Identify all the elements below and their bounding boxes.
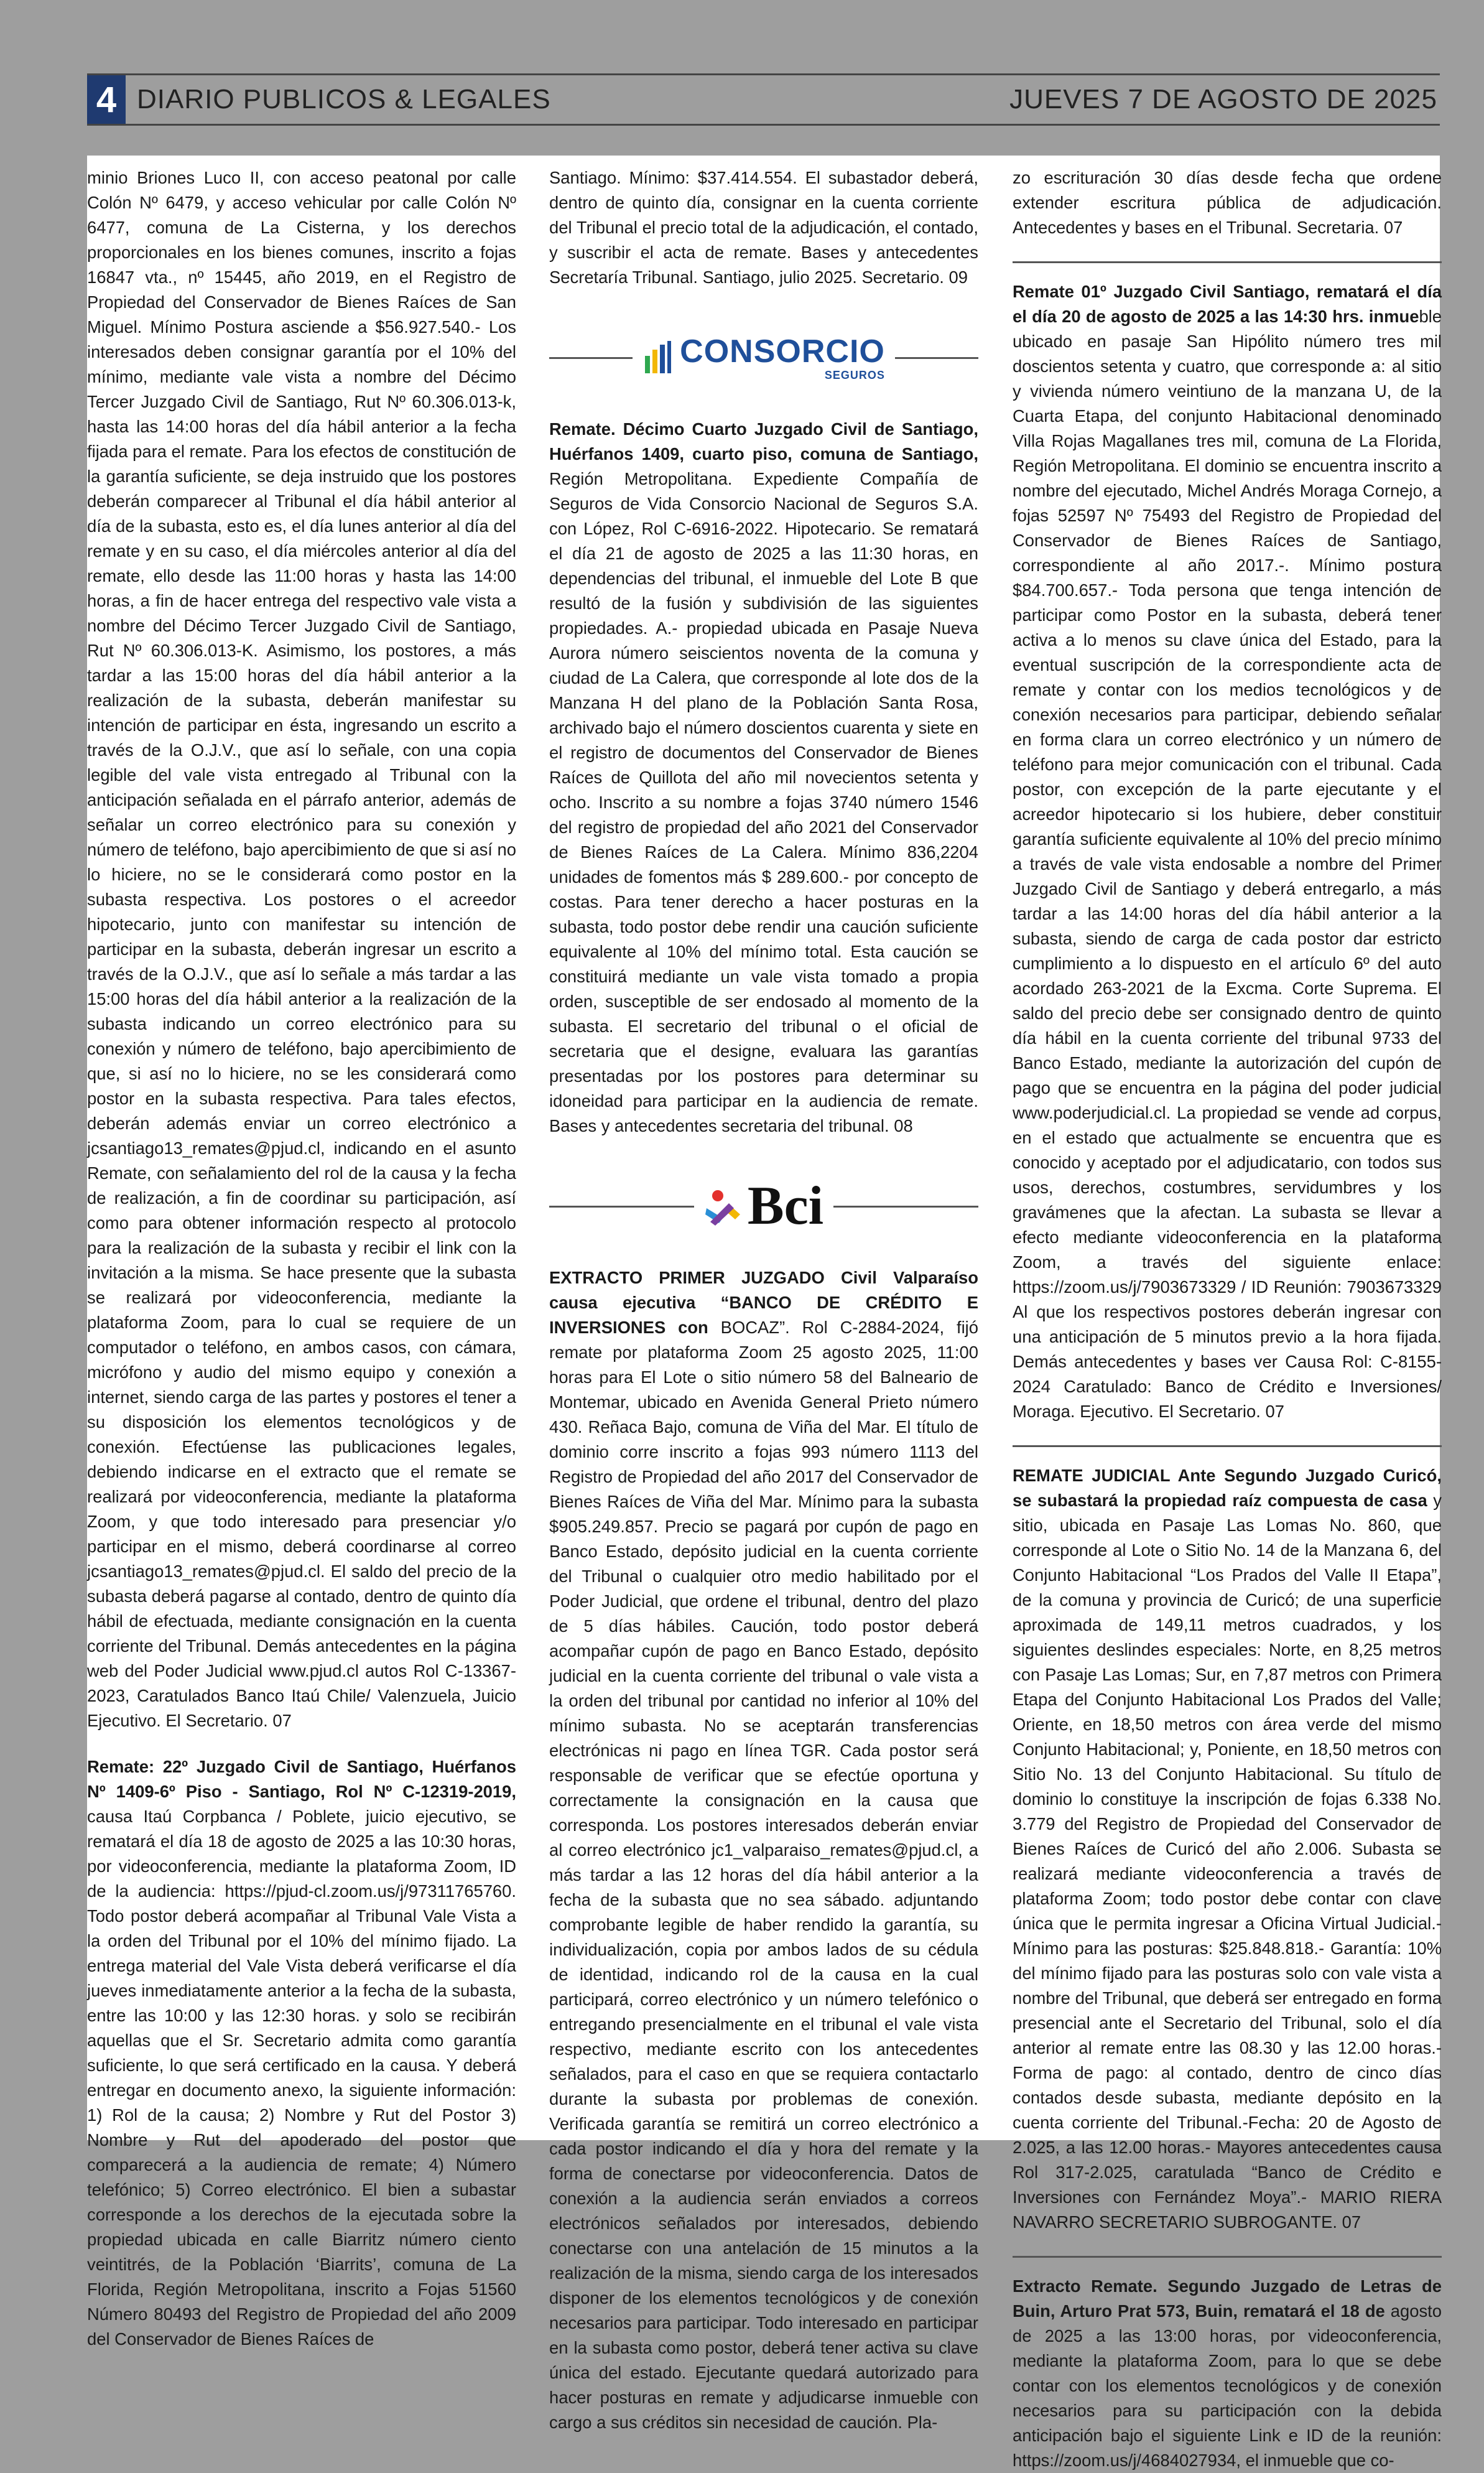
notice-text [549,1265,978,2435]
notice-heading: Remate: 22º Juzgado Civil de Santiago, Huérfanos Nº 1409-6º Piso - Santiago, Rol Nº C-12319-2019, [87,1757,516,1801]
notice-text [1013,2274,1442,2473]
notice-heading: Extracto Remate. Segundo Juzgado de Letras de Buin, Arturo Prat 573, Buin, rematará el 18 de [1013,2276,1442,2321]
notice-body: y sitio, ubicada en Pasaje Las Lomas No. 860, que corresponde al Lote o Sitio No. 14 de la Manzana 6, del Conjunto Habitacional “Los Prados del Valle II Etapa”, de la comuna y provincia de Curicó; de una superficie aproximada de 149,11 metros cuadrados, y los siguientes deslindes especiales: Norte, en 8,25 metros con Pasaje Las Lomas; Sur, en 7,87 metros con Primera Etapa del Conjunto Habitacional Los Prados del Valle; Oriente, en 18,50 metros con área verde del mismo Conjunto Habitacional; y, Poniente, en 18,50 metros con Sitio No. 13 del Conjunto Habitacional. Su título de dominio lo constituye la inscripción de fojas 6.338 No. 3.779 del Registro de Propiedad del Conservador de Bienes Raíces de Curicó del año 2.006. Subasta se realizará mediante videoconferencia a través de plataforma Zoom; todo postor debe contar con clave única que le permita ingresar a Oficina Virtual Judicial.- Mínimo para las posturas: $25.848.818.- Garantía: 10% del mínimo fijado para las posturas solo con vale vista a nombre del Tribunal, que deberá ser entregado en forma presencial ante el Secretario del Tribunal, solo el día anterior al remate entre las 08.30 y las 12.00 horas.- Forma de pago: al contado, dentro de cinco días contados desde subasta, mediante depósito en la cuenta corriente del Tribunal.-Fecha: 20 de Agosto de 2.025, a las 12.00 horas.- Mayores antecedentes causa Rol 317-2.025, caratulada “Banco de Crédito e Inversiones con Fernández Moya”.- MARIO RIERA NAVARRO SECRETARIO SUBROGANTE. 07 [1013,1491,1442,2232]
notice-text [1013,1463,1442,2235]
notice-text [549,417,978,1139]
consorcio-subtitle: SEGUROS [824,369,885,381]
notice-text: minio Briones Luco II, con acceso peatonal por calle Colón Nº 6479, y acceso vehicular por calle Colón Nº 6477, comuna de La Cisterna, y los derechos proporcionales en los bienes comunes, inscrito a fojas 16847 vta., nº 15445, año 2019, en el Registro de Propiedad del Conservador de Bienes Raíces de San Miguel. Mínimo Postura asciende a $56.927.540.- Los interesados deben consignar garantía por el 10% del mínimo, mediante vale vista a nombre del Décimo Tercer Juzgado Civil de Santiago, Rut Nº 60.306.013-k, hasta las 14:00 horas del día hábil anterior a la fecha fijada para el remate. Para los efectos de constitución de la garantía suficiente, se deja instruido que los postores deberán comparecer al Tribunal el día hábil anterior al día de la subasta, esto es, el día lunes anterior al día del remate y en su caso, el día miércoles anterior al día del remate, ello desde las 11:00 horas y hasta las 14:00 horas, a fin de hacer entrega del respectivo vale vista a nombre del Décimo Tercer Juzgado Civil de Santiago, Rut Nº 60.306.013-K. Asimismo, los postores, a más tardar a las 15:00 horas del día hábil anterior a la realización de la subasta, deberán manifestar su intención de participar en ésta, ingresando un escrito a través de la O.J.V., que así lo señale, con una copia legible del vale vista entregado al Tribunal con la anticipación señalada en el párrafo anterior, además de señalar un correo electrónico para su conexión y número de teléfono, bajo apercibimiento de que si así no lo hiciere, no se le considerará como postor en la subasta respectiva. Los postores o el acreedor hipotecario, junto con manifestar su intención de participar en la subasta, deberán ingresar un escrito a través de la O.J.V., que así lo señale a más tardar a las 15:00 horas del día hábil anterior a la realización de la subasta indicando un correo electrónico para su conexión y número de teléfono, bajo apercibimiento de que, si así no lo hiciere, no se les considerará como postor en la subasta respectiva. Para tales efectos, deberán además enviar un correo electrónico a jcsantiago13_remates@pjud.cl, indicando en el asunto Remate, con señalamiento del rol de la causa y la fecha de realización, a fin de coordinar su participación, así como para obtener información respecto al protocolo para la realización de la subasta y recibir el link con la invitación a la misma. Se hace presente que la subasta se realizará por videoconferencia, mediante la plataforma Zoom, para lo cual se requiere de un computador o teléfono, en ambos casos, con cámara, micrófono y audio del mismo equipo y conexión a internet, siendo carga de las partes y postores el tener a su disposición los elementos tecnológicos y de conexión. Efectúense las publicaciones legales, debiendo indicarse en el extracto que el remate se realizará por videoconferencia, mediante la plataforma Zoom, y que todo interesado para presenciar y/o participar en el mismo, deberá coordinarse al correo jcsantiago13_remates@pjud.cl. El saldo del precio de la subasta deberá pagarse al contado, dentro de quinto día hábil de efectuada, mediante consignación en la cuenta corriente del Tribunal. Demás antecedentes en la página web del Poder Judicial www.pjud.cl autos Rol C-13367-2023, Caratulados Banco Itaú Chile/ Valenzuela, Juicio Ejecutivo. El Secretario. 07 [87,168,516,1730]
divider [549,1206,694,1208]
notice-body: agosto de 2025 a las 13:00 horas, por videoconferencia, mediante la plataforma Zoom, para lo que se debe contar con los elementos tecnológicos y de conexión necesarios para su participación con la debida anticipación bajo el siguiente Link e ID de la reunión: https://zoom.us/j/4684027934, el inmueble que co- [1013,2301,1442,2470]
notice-body: ble ubicado en pasaje San Hipólito número tres mil doscientos setenta y cuatro, que corresponde a: al sitio y vivienda número veintiuno de la manzana U, de la Cuarta Etapa, del conjunto Habitacional denominado Villa Rojas Magallanes tres mil, comuna de La Florida, Región Metropolitana. El dominio se encuentra inscrito a nombre del ejecutado, Michel Andrés Moraga Cornejo, a fojas 52597 Nº 75493 del Registro de Propiedad del Conservador de Bienes Raíces de Santiago, correspondiente al año 2017.-. Mínimo postura $84.700.657.- Toda persona que tenga intención de participar como Postor en la subasta, deberá tener activa a lo menos su clave única del Estado, para la eventual suscripción de la correspondiente acta de remate y contar con los medios tecnológicos y de conexión necesarios para participar, debiendo señalar en forma clara un correo electrónico y un número de teléfono para mejor comunicación con el tribunal. Cada postor, con excepción de la parte ejecutante y el acreedor hipotecario si los hubiere, deber constituir garantía suficiente equivalente al 10% del precio mínimo a través de vale vista endosable a nombre del Primer Juzgado Civil de Santiago y deberá entregarlo, a más tardar a las 14:00 horas del día hábil anterior a la subasta, siendo de carga de cada postor dar estricto cumplimiento a lo dispuesto en el artículo 6º del auto acordado 263-2021 de la Excma. Corte Suprema. El saldo del precio debe ser consignado dentro de quinto día hábil en la cuenta corriente del tribunal 9733 del Banco Estado, mediante la autorización del cupón de pago que se encuentra en la página del poder judicial www.poderjudicial.cl. La propiedad se vende ad corpus, en el estado que actualmente se encuentra que es conocido y aceptado por el adjudicatario, con todos sus usos, derechos, costumbres, servidumbres y los gravámenes que la afectan. La subasta se llevar a efecto mediante videoconferencia en la plataforma Zoom, a través del siguiente enlace: https://zoom.us/j/7903673329 / ID Reunión: 7903673329 Al que los respectivos postores deberán ingresar con una anticipación de 5 minutos previo a la hora fijada. Demás antecedentes y bases ver Causa Rol: C-8155-2024 Caratulado: Banco de Crédito e Inversiones/ Moraga. Ejecutivo. El Secretario. 07 [1013,307,1442,1421]
notice-text [87,1754,516,2352]
notice-heading: REMATE JUDICIAL Ante Segundo Juzgado Curicó, se subastará la propiedad raíz compuesta de casa [1013,1466,1442,1510]
divider [1013,2256,1442,2258]
consorcio-ad-banner [549,311,978,404]
column-2 [549,165,978,2432]
notice-heading: Remate. Décimo Cuarto Juzgado Civil de Santiago, Huérfanos 1409, cuarto piso, comuna de Santiago, [549,419,978,463]
column-1 [87,165,516,2349]
consorcio-logo [642,334,885,381]
page-header [87,73,1440,126]
consorcio-wordmark: CONSORCIO [680,333,885,370]
column-3 [1013,165,1442,2470]
notice-text: Santiago. Mínimo: $37.414.554. El subastador deberá, dentro de quinto día, consignar en la cuenta corriente del Tribunal el precio total de la adjudicación, el contado, y suscribir el acta de remate. Bases y antecedentes Secretaría Tribunal. Santiago, julio 2025. Secretario. 09 [549,168,978,287]
notice-body: causa Itaú Corpbanca / Poblete, juicio ejecutivo, se rematará el día 18 de agosto de 2025 a las 10:30 horas, por videoconferencia, mediante la plataforma Zoom, ID de la audiencia: https://pjud-cl.zoom.us/j/97311765760. Todo postor deberá acompañar al Tribunal Vale Vista a la orden del Tribunal por el 10% del mínimo fijado. La entrega material del Vale Vista deberá verificarse el día jueves inmediatamente anterior a la fecha de la subasta, entre las 10:00 y las 12:30 horas. y solo se recibirán aquellas que el Sr. Secretario admita como garantía suficiente, lo que será certificado en la causa. Y deberá entregar en documento anexo, la siguiente información: 1) Rol de la causa; 2) Nombre y Rut del Postor 3) Nombre y Rut del apoderado del postor que comparecerá a la audiencia de remate; 4) Número telefónico; 5) Correo electrónico. El bien a subastar corresponde a los derechos de la ejecutada sobre la propiedad ubicada en calle Biarritz número ciento veintitrés, de la Población ‘Biarrits’, comuna de La Florida, Región Metropolitana, inscrito a Fojas 51560 Número 80493 del Registro de Propiedad del año 2009 del Conservador de Bienes Raíces de [87,1807,516,2349]
bci-ad-banner [549,1160,978,1253]
notice-body: Región Metropolitana. Expediente Compañía de Seguros de Vida Consorcio Nacional de Seguros S.A. con López, Rol C-6916-2022. Hipotecario. Se rematará el día 21 de agosto de 2025 a las 11:30 horas, en dependencias del tribunal, el inmueble del Lote B que resultó de la fusión y subdivisión de las siguientes propiedades. A.- propiedad ubicada en Pasaje Nueva Aurora número seiscientos noventa de la comuna y ciudad de La Calera, que corresponde al lote dos de la Manzana H del plano de la Población Santa Rosa, archivado bajo el número doscientos cuarenta y siete en el registro de documentos del Conservador de Bienes Raíces de Quillota del año mil novecientos setenta y ocho. Inscrito a su nombre a fojas 3740 número 1546 del registro de propiedad del año 2021 del Conservador de Bienes Raíces de La Calera. Mínimo 836,2204 unidades de fomentos más $ 289.600.- por concepto de costas. Para tener derecho a hacer posturas en la subasta, todo postor debe rendir una caución suficiente equivalente al 10% del mínimo total. Esta caución se constituirá mediante un vale vista tomado a propia orden, susceptible de ser endosado al momento de la subasta. El secretario del tribunal o el oficial de secretaria que el designe, evaluara las garantías presentadas por los postores para determinar su idoneidad para participar en la audiencia de remate. Bases y antecedentes secretaria del tribunal. 08 [549,469,978,1135]
notice-text: zo escrituración 30 días desde fecha que ordene extender escritura pública de adjudicación. Antecedentes y bases en el Tribunal. Secretaria. 07 [1013,168,1442,237]
divider [1013,261,1442,263]
notice-heading: EXTRACTO PRIMER JUZGADO Civil Valparaíso causa ejecutiva “BANCO DE CRÉDITO E INVERSIONES con [549,1268,978,1337]
publication-name: DIARIO PUBLICOS & LEGALES [137,84,551,114]
notice-heading: Remate 01º Juzgado Civil Santiago, rematará el día el día 20 de agosto de 2025 a las 14:30 hrs. inmue [1013,282,1442,326]
notice-body: BOCAZ”. Rol C-2884-2024, fijó remate por plataforma Zoom 25 agosto 2025, 11:00 horas para El Lote o sitio número 58 del Balneario de Montemar, ubicado en Avenida General Prieto número 430. Reñaca Bajo, comuna de Viña del Mar. El título de dominio corre inscrito a fojas 993 número 1113 del Registro de Propiedad del año 2017 del Conservador de Bienes Raíces de Viña del Mar. Mínimo para la subasta $905.249.857. Precio se pagará por cupón de pago en Banco Estado, depósito judicial en la cuenta corriente del Tribunal o cualquier otro medio habilitado por el Poder Judicial, que ordene el tribunal, dentro del plazo de 5 días hábiles. Caución, todo postor deberá acompañar cupón de pago en Banco Estado, depósito judicial en la cuenta corriente del tribunal o vale vista a la orden del tribunal por cantidad no inferior al 10% del mínimo subasta. No se aceptarán transferencias electrónicas ni pago en línea TGR. Cada postor será responsable de verificar que se efectúe oportuna y correctamente la consignación en la causa que corresponda. Los postores interesados deberán enviar al correo electrónico jc1_valparaiso_remates@pjud.cl, a más tardar a las 12 horas del día hábil anterior a la fecha de la subasta que no sea sábado. adjuntando comprobante legible de haber rendido la garantía, su individualización, copia por ambos lados de su cédula de identidad, indicando rol de la causa en la cual participará, correo electrónico y un número telefónico o entregando presencialmente en el tribunal el vale vista respectivo, mediante escrito con los antecedentes señalados, para el caso en que se requiera contactarlo durante la subasta por problemas de conexión. Verificada garantía se remitirá un correo electrónico a cada postor indicando el día y hora del remate y la forma de conectarse por videoconferencia. Datos de conexión a la audiencia serán enviados a correos electrónicos señalados por interesados, debiendo conectarse con una antelación de 15 minutos a la realización de la misma, siendo carga de los interesados disponer de los elementos tecnológicos y de conexión necesarios para participar. Todo interesado en participar en la subasta como postor, deberá tener activa su clave única del estado. Ejecutante quedará autorizado para hacer posturas en remate y adjudicarse inmueble con cargo a sus créditos sin necesidad de caución. Pla- [549,1318,978,2432]
bci-wordmark: Bci [747,1176,824,1236]
page-number: 4 [87,75,126,124]
divider [895,357,978,359]
divider [833,1206,978,1208]
bci-emblem-icon [704,1187,743,1226]
publication-date: JUEVES 7 DE AGOSTO DE 2025 [1009,84,1437,114]
divider [549,357,633,359]
notice-text [1013,279,1442,1424]
bci-logo [704,1178,823,1234]
divider [1013,1445,1442,1447]
consorcio-emblem-icon [642,340,672,376]
